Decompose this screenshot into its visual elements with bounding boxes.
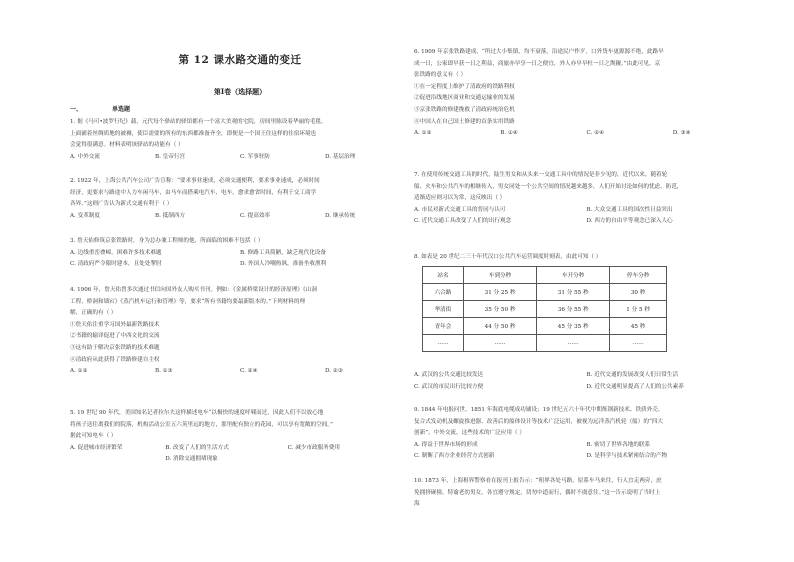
question-7 xyxy=(414,170,759,228)
column-header: 车开分秒 xyxy=(537,267,610,284)
answer-options xyxy=(414,440,759,463)
option-b[interactable]: B. ①④ xyxy=(500,130,518,137)
question-line: 适渐适应则习以为常，这反映出（ ） xyxy=(414,195,506,202)
table-cell: 六合路 xyxy=(423,284,464,301)
question-line: 3. 詹天佑修筑京张铁路时，身为总办兼工程师的他，所面临的困难不包括（ ） xyxy=(70,238,264,244)
table-cell: 45 分 35 秒 xyxy=(537,318,610,335)
question-8-options xyxy=(414,370,759,393)
question-5 xyxy=(70,408,410,466)
table-cell: 30 秒 xyxy=(610,284,667,301)
option-b[interactable]: B. ①③ xyxy=(155,368,173,375)
table-cell: …… xyxy=(610,335,667,352)
option-c[interactable]: C. 近代交通工具改变了人们的出行观念 xyxy=(414,218,512,225)
table-row xyxy=(423,335,667,352)
option-c[interactable]: C. ②④ xyxy=(586,130,605,137)
statement-item: ①詹天佑注重学习国外最新铁路技术 xyxy=(70,321,160,328)
option-c[interactable]: C. 制衡了西方企业经营方式创新 xyxy=(414,453,495,460)
question-4 xyxy=(70,285,410,378)
question-line: 复合式发动机及螺旋推进器、改善后的船体设计等技术广泛运用，被视为远洋蒸汽机轮（船）的“四大 xyxy=(414,418,663,425)
table-row xyxy=(423,301,667,318)
answer-options xyxy=(414,128,759,140)
question-line: 工程、桥洞和墙宕》《蒸汽机车运行和管理》等，要求“所有书籍均要最新版本的。”下列材料的理 xyxy=(70,298,306,305)
statement-item: ④清政府从此获得了铁路修建自主权 xyxy=(70,356,160,363)
answer-options xyxy=(70,248,410,271)
statement-item: ③这有助于解决京张铁路的技术难题 xyxy=(70,344,160,351)
option-d[interactable]: D. 消除交通拥堵现象 xyxy=(165,456,218,463)
section-number: 一、 xyxy=(70,106,83,113)
statement-item: ②促进沿线地区商业和交通运输业的发展 xyxy=(414,95,515,102)
option-a[interactable]: A. 边线重峦叠嶂，困难许多技术难题 xyxy=(70,249,162,256)
timetable xyxy=(422,266,667,352)
question-line: 将孩子送往离我们的院落，机构活动公室五六英里远的地方，那里配有独立的花园，可以享有宽敞的空间。” xyxy=(70,421,333,428)
question-line: 各界。”这则广告认为新式交通有利于（ ） xyxy=(70,201,173,208)
table-cell: …… xyxy=(423,335,464,352)
option-b[interactable]: B. 修路工具简陋，缺乏现代化设备 xyxy=(240,249,326,256)
question-line: 5. 19 世纪 90 年代，美国知名记者拉尔夫这样描述电车“以极快的速度呼啸而过，因此人们不以放心地 xyxy=(70,410,324,416)
table-cell: 1 分 5 秒 xyxy=(610,301,667,318)
option-a[interactable]: A. 武汉的公共交通比较发达 xyxy=(414,372,484,378)
option-d-spacer xyxy=(70,454,165,466)
table-cell: …… xyxy=(537,335,610,352)
question-8 xyxy=(414,252,759,264)
question-line: 创新”。中外交流，这些技术的广泛应用（ ） xyxy=(414,430,525,437)
column-header: 停车分秒 xyxy=(610,267,667,284)
question-line: 成一日，公家即早获一日之利益，商旅亦早享一日之便宜，外人亦早早杜一日之觊觎。”由此可见，京 xyxy=(414,60,661,67)
option-a[interactable]: A. ①② xyxy=(70,368,88,375)
question-2 xyxy=(70,176,410,222)
question-line: 2. 1922 年，上海公共汽车公司广告宣称：“要求事业速成，必须交通便利，要求事业速成，必须时间 xyxy=(70,178,320,184)
question-1 xyxy=(70,117,410,163)
question-line: 6. 1909 年京张铁路建成，“所过大小集镇，均不衰落，沿途民户作歹，口外货车更源源不绝，此路早 xyxy=(414,49,664,55)
statement-item: ②书籍的输译促进了中西文化的交流 xyxy=(70,333,160,340)
question-line: 1. 据《马可•波罗行纪》载，元代每个驿站的驿馆都有一个富大美观的宅院，房间里陈设着华丽的毛毯， xyxy=(70,119,327,125)
option-b[interactable]: B. 大众交通工具的国次性日益突出 xyxy=(586,206,673,213)
option-b[interactable]: B. 密切了世界各地的联系 xyxy=(586,441,651,448)
question-9 xyxy=(414,405,759,463)
question-line: 7. 在使用传统交通工具的时代，陆生男女和从头来一交通工具中的情况是非少见的，近代以来，随着轮 xyxy=(414,172,668,178)
question-line: 4. 1906 年，詹天佑曾多次通过书信向国外友人购买书刊。例如：《金属桥梁设计的经济原理》《山洞 xyxy=(70,287,317,293)
statement-item: ④中国人在自己国土修建的首条实用铁路 xyxy=(414,118,515,125)
option-c[interactable]: C. 提高效率 xyxy=(240,212,271,219)
answer-options xyxy=(70,443,410,466)
page-title: 第 12 课水路交通的变迁 xyxy=(178,54,302,66)
column-header: 车到分秒 xyxy=(463,267,536,284)
option-b[interactable]: B. 改变了人们的生活方式 xyxy=(165,444,229,451)
option-c[interactable]: C. 清政府严令限时建本，且处处掣肘 xyxy=(70,261,162,268)
question-line: 10. 1873 年，上海租界警察看在报刊上报告示：“租界各处马路，原系车马来往，行人宜走两旁，庶 xyxy=(414,478,662,484)
question-3 xyxy=(70,236,410,271)
option-d[interactable]: D. 基层治理 xyxy=(325,153,356,160)
option-c[interactable]: C. 武汉的市民出行比较方便 xyxy=(414,383,484,390)
option-d[interactable]: D. ③④ xyxy=(672,130,691,137)
option-a[interactable]: A. 得益于世界市场的形成 xyxy=(414,441,478,448)
option-d[interactable]: D. 近代交通明显提高了人们的公共素养 xyxy=(586,383,684,390)
option-c[interactable]: C. 军事驻防 xyxy=(240,153,271,160)
option-d[interactable]: D. 继承传统 xyxy=(325,212,356,219)
option-d[interactable]: D. ②③ xyxy=(325,368,343,375)
table-cell: …… xyxy=(463,335,536,352)
question-line: 上面铺着丝绸质地的被褥，使臣需要的所有的东西都准备齐全，即便是一个国王住这样的住宿环境也 xyxy=(70,130,317,137)
question-line: 9. 1844 年电报问世，1851 年海底电缆成功铺设；19 世纪五六十年代中期炼钢新技术、铁质外壳、 xyxy=(414,407,664,413)
section-label: 单选题 xyxy=(112,106,131,113)
answer-options xyxy=(70,152,410,164)
answer-options xyxy=(414,370,759,393)
option-a[interactable]: A. 中外交流 xyxy=(70,153,100,160)
question-type-heading xyxy=(70,104,130,113)
question-6 xyxy=(414,47,759,140)
option-a[interactable]: A. ①② xyxy=(414,130,432,137)
statement-item: ③京张铁路的修建挽救了清政府统治危机 xyxy=(414,106,515,113)
table-cell: 青年会 xyxy=(423,318,464,335)
option-b[interactable]: B. 皇帝行宫 xyxy=(155,153,186,160)
question-line: 解，正确的有（ ） xyxy=(70,310,117,317)
question-10 xyxy=(414,476,759,511)
column-header: 站名 xyxy=(423,267,464,284)
table-row xyxy=(423,318,667,335)
table-cell: 44 分 50 秒 xyxy=(463,318,536,335)
option-b[interactable]: B. 抵制西方 xyxy=(155,212,186,219)
question-line: 据此可知电车（ ） xyxy=(70,433,117,440)
question-line: 8. 如表是 20 世纪二三十年代汉口公共汽车运营调度时刻表，由此可知（ ） xyxy=(414,254,602,260)
table-header-row xyxy=(423,267,667,284)
table-cell: 36 分 55 秒 xyxy=(537,301,610,318)
option-a[interactable]: A. 促进城市经济繁荣 xyxy=(70,444,123,451)
option-d[interactable]: D. 是科学与技术紧密结合的产物 xyxy=(586,453,668,460)
table-cell: 31 分 25 秒 xyxy=(463,284,536,301)
option-c[interactable]: C. ②④ xyxy=(240,368,258,375)
option-a[interactable]: A. 市民对新式交通工具的普同与认可 xyxy=(414,206,506,213)
question-line: 船、火车和公共汽车的相继传入，男女同处一个公共空间的情况越来越多，人们开始讨论如何的忧虑、防范， xyxy=(414,183,683,190)
question-line: 会觉得很满意。材料表明该驿站的功能有（ ） xyxy=(70,142,184,149)
question-line: 经济，更要求与路途中人力车闲马车，由马车而搭乘电汽车、电车，愈求愈省时间，有利于交工商学 xyxy=(70,189,317,196)
table-cell: 31 分 55 秒 xyxy=(537,284,610,301)
question-line: 张铁路的意义有（ ） xyxy=(414,72,467,79)
question-line: 免拥挤碰撞，特谕老幼男女，各宜遵守规定，切勿中道而行，偶时不虞意往。”这一告示说明了当时上 xyxy=(414,489,661,496)
answer-options xyxy=(70,366,410,378)
option-d[interactable]: D. 西方的自由平等观念已深入人心 xyxy=(586,218,673,225)
table-cell: 华清街 xyxy=(423,301,464,318)
answer-options xyxy=(414,205,759,228)
option-d[interactable]: D. 外国人冷嘲热讽，准备坐收渔利 xyxy=(240,261,327,268)
table-cell: 35 分 50 秒 xyxy=(463,301,536,318)
option-b[interactable]: B. 近代交通的发展改变人们日常生活 xyxy=(586,372,679,378)
section-heading: 第Ⅰ卷（选择题） xyxy=(213,87,267,96)
question-line: 海 xyxy=(414,501,420,508)
table-row xyxy=(423,284,667,301)
statement-item: ①在一定程度上维护了清政府的铁路利权 xyxy=(414,83,515,90)
table-cell: 45 秒 xyxy=(610,318,667,335)
answer-options xyxy=(70,211,410,223)
option-c[interactable]: C. 减少市政服务费用 xyxy=(287,444,340,451)
option-a[interactable]: A. 变革制度 xyxy=(70,212,100,219)
